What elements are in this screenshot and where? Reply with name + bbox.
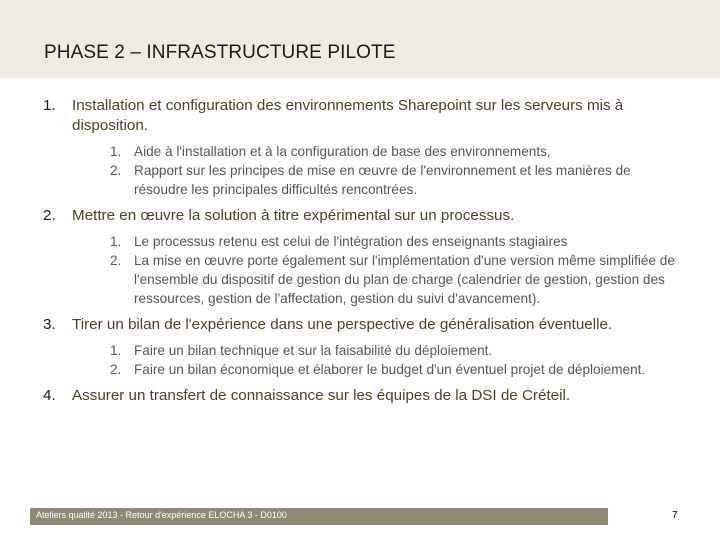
- list-item-number: 2.: [43, 207, 56, 224]
- sub-list-item: [102, 232, 680, 251]
- sub-list-item-text: Aide à l'installation et à la configuration de base des environnements,: [134, 144, 551, 159]
- list-item-number: 1.: [43, 97, 56, 114]
- sub-list-item-number: 1.: [110, 144, 122, 159]
- slide-title: PHASE 2 – INFRASTRUCTURE PILOTE: [44, 42, 396, 63]
- list-item-number: 3.: [43, 316, 56, 333]
- page-number: 7: [672, 510, 678, 521]
- list-item-3: [40, 315, 680, 379]
- list-item-text: Tirer un bilan de l'expérience dans une perspective de généralisation éventuelle.: [72, 316, 613, 333]
- list-item-text: Assurer un transfert de connaissance sur les équipes de la DSI de Créteil.: [72, 387, 571, 404]
- sub-list: [72, 232, 680, 308]
- sub-list-item-text: Rapport sur les principes de mise en œuvre de l'environnement et les manières de résoudre les principales difficultés rencontrées.: [134, 163, 631, 197]
- list-item-1: [40, 96, 680, 199]
- sub-list: [72, 341, 680, 379]
- sub-list-item-text: Faire un bilan technique et sur la faisabilité du déploiement.: [134, 343, 493, 358]
- sub-list-item-text: Le processus retenu est celui de l'intégration des enseignants stagiaires: [134, 234, 568, 249]
- footer-bar: [30, 508, 608, 525]
- sub-list-item: [102, 142, 680, 161]
- list-item-2: [40, 206, 680, 308]
- list-item-number: 4.: [43, 387, 56, 404]
- sub-list-item-number: 1.: [110, 234, 122, 249]
- sub-list-item-number: 2.: [110, 253, 122, 268]
- sub-list-item: [102, 251, 680, 308]
- slide-content: [40, 96, 680, 413]
- sub-list-item: [102, 360, 680, 379]
- footer-text: Ateliers qualité 2013 - Retour d'expérience ELOCHA 3 - D0100: [36, 510, 287, 520]
- sub-list-item-number: 2.: [110, 163, 122, 178]
- sub-list-item-number: 2.: [110, 362, 122, 377]
- list-item-text: Installation et configuration des environnements Sharepoint sur les serveurs mis à disposition.: [72, 97, 624, 134]
- list-item-text: Mettre en œuvre la solution à titre expérimental sur un processus.: [72, 207, 515, 224]
- sub-list-item: [102, 161, 680, 199]
- sub-list: [72, 142, 680, 199]
- sub-list-item-text: Faire un bilan économique et élaborer le budget d'un éventuel projet de déploiement.: [134, 362, 646, 377]
- title-band: [0, 0, 720, 78]
- sub-list-item-number: 1.: [110, 343, 122, 358]
- list-item-4: [40, 386, 680, 406]
- sub-list-item: [102, 341, 680, 360]
- sub-list-item-text: La mise en œuvre porte également sur l'implémentation d'une version même simplifiée de l'ensemble du dispositif de gestion du plan de charge (calendrier de gestion, gestion des ressources, gestion de l'affectation, gestion du suivi d'avancement).: [134, 253, 675, 306]
